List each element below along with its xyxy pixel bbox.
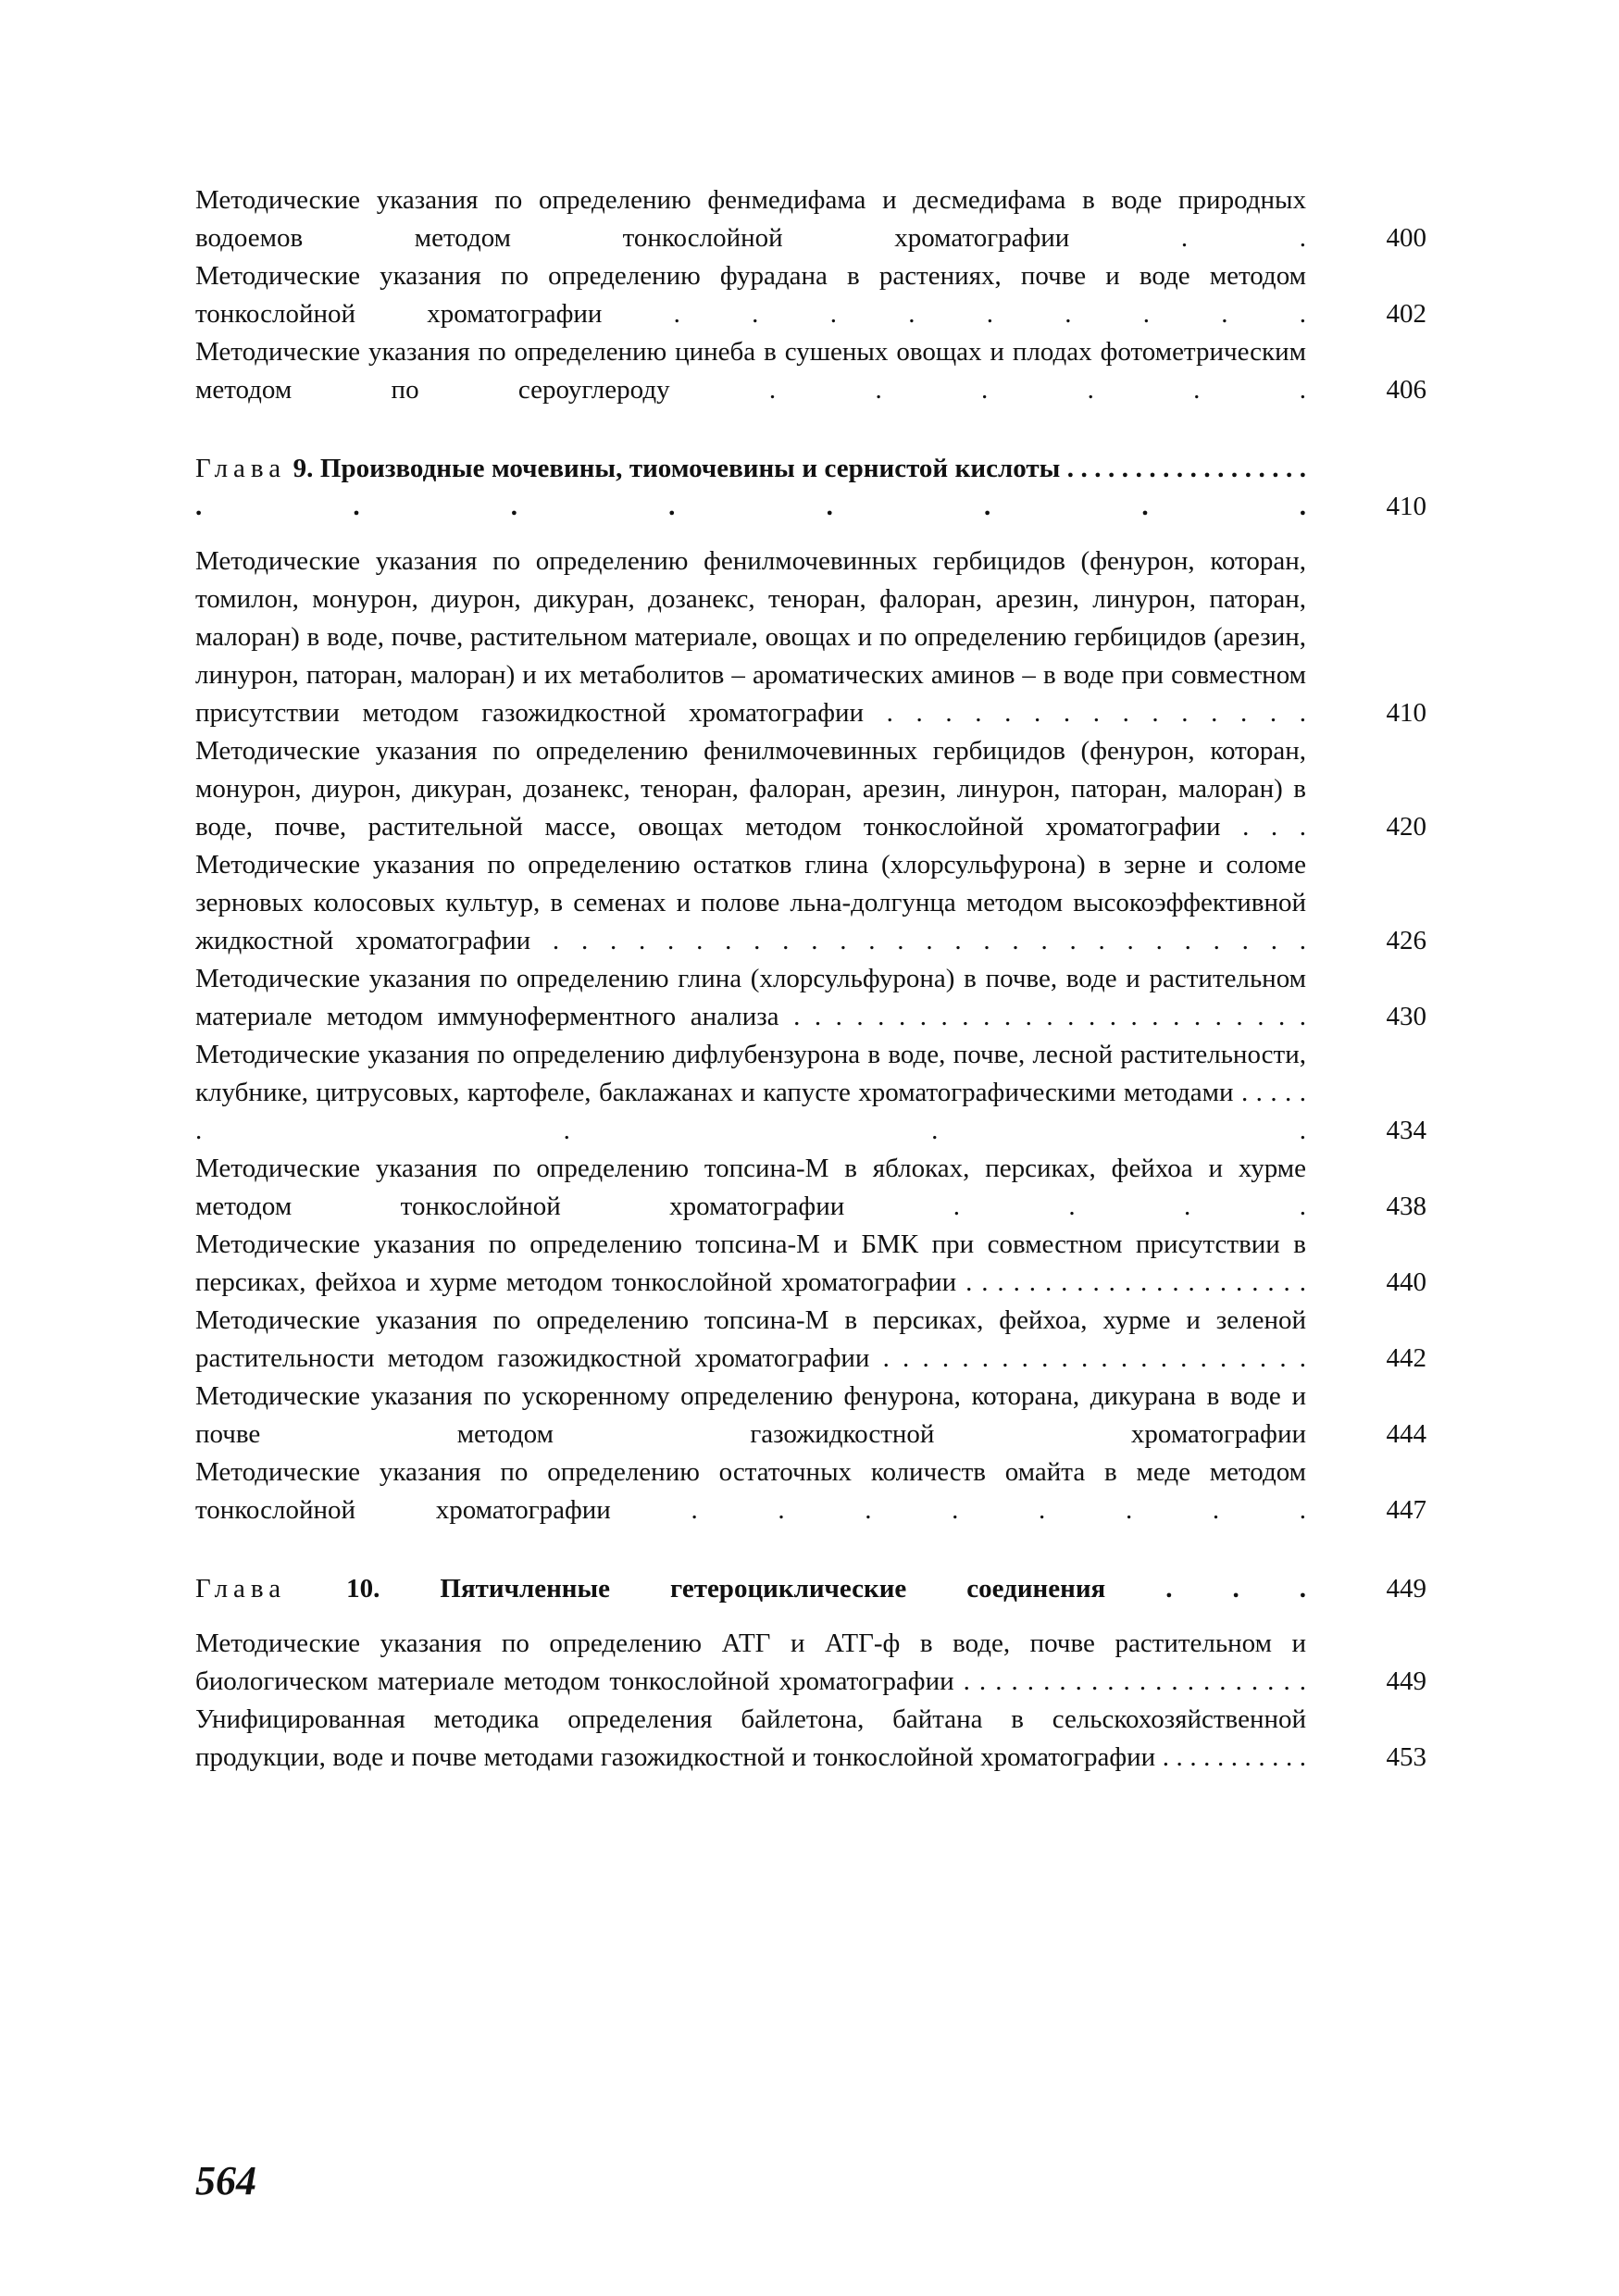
toc-entry-title: Методические указания по определению цинеба в сушеных овощах и плодах фотометрическим методом по сероуглероду . . . . . . — [195, 337, 1306, 405]
toc-entry-title: Методические указания по определению топсина-М в персиках, фейхоа, хурме и зеленой растительности методом газожидкостной хроматографии . . . . . . . . . . . . . . . . . . . . . . — [195, 1305, 1306, 1373]
toc-entry-title: Методические указания по определению фенмедифама и десмедифама в воде природных водоемов методом тонкослойной хроматографии . . — [195, 185, 1306, 253]
toc-chapter-heading — [195, 1570, 1426, 1608]
toc-entry-title: Унифицированная методика определения байлетона, байтана в сельскохозяйственной продукции, воде и почве методами газожидкостной и тонкослойной хроматографии . . . . . . . . . . . — [195, 1704, 1306, 1772]
toc-entry-title: Методические указания по определению АТГ и АТГ-ф в воде, почве растительном и биологическом материале методом тонкослойной хроматографии . . . . . . . . . . . . . . . . . . . . . . — [195, 1628, 1306, 1696]
toc-entry — [195, 846, 1426, 960]
page-number: 564 — [195, 2158, 256, 2203]
toc-entry-title: Методические указания по определению остатков глина (хлорсульфурона) в зерне и соломе зерновых колосовых культур, в семенах и полове льна-долгунца методом высокоэффективной жидкостной хроматографии . . . . . . . . . . . . . . . . . . . . . . . . . . . — [195, 850, 1306, 955]
toc-entry-page: 420 — [1386, 812, 1426, 842]
toc-entry-title: Методические указания по определению топсина-М и БМК при совместном присутствии в персиках, фейхоа и хурме методом тонкослойной хроматографии . . . . . . . . . . . . . . . . . . . . . . — [195, 1229, 1306, 1297]
table-of-contents — [195, 181, 1426, 1777]
toc-entry-title: Методические указания по определению фенилмочевинных гербицидов (фенурон, которан, томилон, монурон, диурон, дикуран, дозанекс, теноран, фалоран, арезин, линурон, паторан, малоран) в воде, почве, растительном материале, овощах и по определению гербицидов (арезин, линурон, паторан, малоран) и их метаболитов – ароматических аминов – в воде при совместном присутствии методом газожидкостной хроматографии . . . . . . . . . . . . . . . — [195, 546, 1306, 728]
toc-entry-page: 434 — [1386, 1116, 1426, 1145]
toc-entry — [195, 257, 1426, 333]
toc-entry-page: 440 — [1386, 1267, 1426, 1297]
chapter-label: Глава — [195, 1574, 287, 1603]
toc-entry-title: Методические указания по определению глина (хлорсульфурона) в почве, воде и растительном материале методом иммуноферментного анализа . . . . . . . . . . . . . . . . . . . . . . . . . — [195, 964, 1306, 1031]
toc-entry — [195, 732, 1426, 846]
toc-entry — [195, 1378, 1426, 1454]
toc-entry-title: Методические указания по ускоренному определению фенурона, которана, дикурана в воде и почве методом газожидкостной хроматографии — [195, 1381, 1306, 1449]
toc-entry-page: 400 — [1386, 223, 1426, 253]
toc-entry-page: 449 — [1386, 1666, 1426, 1696]
toc-chapter-title: 9. Производные мочевины, тиомочевины и сернистой кислоты . . . . . . . . . . . . . . . . . . . . . . . . . . — [195, 454, 1307, 521]
toc-entry — [195, 333, 1426, 409]
toc-entry-page: 406 — [1386, 375, 1426, 405]
toc-chapter-title: 10. Пятичленные гетероциклические соединения . . . — [346, 1574, 1307, 1603]
toc-entry-page: 430 — [1386, 1002, 1426, 1031]
toc-entry-page: 453 — [1386, 1742, 1426, 1772]
toc-entry-page: 410 — [1386, 492, 1426, 521]
toc-entry — [195, 1226, 1426, 1302]
toc-entry-page: 447 — [1386, 1495, 1426, 1525]
toc-entry-page: 426 — [1386, 926, 1426, 955]
toc-entry-title: Методические указания по определению дифлубензурона в воде, почве, лесной растительности, клубнике, цитрусовых, картофеле, баклажанах и капусте хроматографическими методами . . . . . . . . . — [195, 1040, 1306, 1145]
toc-entry-page: 449 — [1386, 1574, 1426, 1603]
toc-entry-page: 402 — [1386, 299, 1426, 329]
toc-entry — [195, 1302, 1426, 1378]
toc-entry — [195, 960, 1426, 1036]
toc-entry — [195, 1701, 1426, 1777]
toc-entry-page: 410 — [1386, 698, 1426, 728]
toc-entry — [195, 1454, 1426, 1529]
toc-entry — [195, 1150, 1426, 1226]
toc-chapter-heading — [195, 450, 1426, 526]
toc-entry-title: Методические указания по определению остаточных количеств омайта в меде методом тонкослойной хроматографии . . . . . . . . — [195, 1457, 1306, 1525]
toc-entry — [195, 1625, 1426, 1701]
toc-entry-page: 444 — [1386, 1419, 1426, 1449]
chapter-label: Глава — [195, 454, 287, 483]
toc-entry-title: Методические указания по определению фенилмочевинных гербицидов (фенурон, которан, монурон, диурон, дикуран, дозанекс, теноран, фалоран, арезин, линурон, паторан, малоран) в воде, почве, растительной массе, овощах методом тонкослойной хроматографии . . . — [195, 736, 1306, 842]
toc-entry-title: Методические указания по определению топсина-М в яблоках, персиках, фейхоа и хурме методом тонкослойной хроматографии . . . . — [195, 1154, 1306, 1221]
toc-entry-page: 442 — [1386, 1343, 1426, 1373]
toc-entry-page: 438 — [1386, 1192, 1426, 1221]
toc-entry — [195, 181, 1426, 257]
toc-entry — [195, 1036, 1426, 1150]
toc-entry-title: Методические указания по определению фурадана в растениях, почве и воде методом тонкослойной хроматографии . . . . . . . . . — [195, 261, 1306, 329]
toc-entry — [195, 543, 1426, 732]
